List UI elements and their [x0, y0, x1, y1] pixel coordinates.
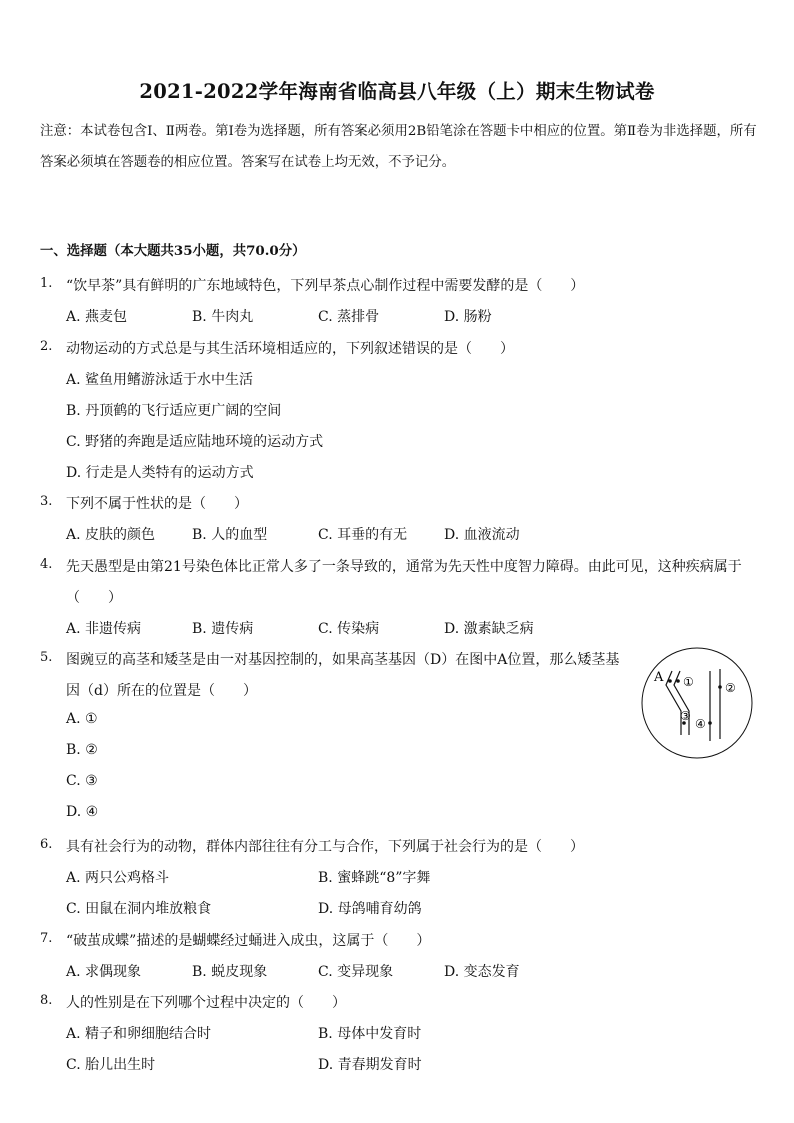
question-stem: 下列不属于性状的是（ ）: [66, 496, 248, 512]
option-b: B. 蜕皮现象: [192, 964, 268, 980]
option-b: B. 人的血型: [192, 527, 268, 543]
question-number: 2.: [40, 339, 53, 354]
question-stem: 人的性别是在下列哪个过程中决定的（ ）: [66, 995, 346, 1011]
label-3: ③: [680, 709, 691, 723]
option-a: A. 求偶现象: [66, 964, 142, 980]
option-a: A. 燕麦包: [66, 309, 128, 325]
option-a: A. 皮肤的颜色: [66, 527, 156, 543]
option-d: D. 变态发育: [444, 964, 520, 980]
page-title: 2021-2022学年海南省临高县八年级（上）期末生物试卷: [139, 80, 655, 103]
question-number: 8.: [40, 993, 53, 1008]
label-4: ④: [695, 717, 706, 731]
option-a: A. 鲨鱼用鳍游泳适于水中生活: [66, 372, 254, 388]
option-b: B. 遗传病: [192, 621, 254, 637]
option-b: B. ②: [66, 742, 98, 758]
option-a: A. ①: [66, 711, 98, 727]
question-stem-cont: （ ）: [66, 590, 122, 606]
option-c: C. ③: [66, 773, 98, 789]
chromosome-figure: [638, 647, 756, 759]
option-a: A. 非遗传病: [66, 621, 142, 637]
locus-a-dot: [668, 679, 672, 683]
option-c: C. 耳垂的有无: [318, 527, 408, 543]
option-b: B. 丹顶鹤的飞行适应更广阔的空间: [66, 403, 282, 419]
option-d: D. 激素缺乏病: [444, 621, 534, 637]
option-c: C. 田鼠在洞内堆放粮食: [66, 901, 212, 917]
question-stem: “饮早茶”具有鲜明的广东地域特色，下列早茶点心制作过程中需要发酵的是（ ）: [66, 278, 585, 294]
question-stem-cont: 因（d）所在的位置是（ ）: [66, 683, 257, 699]
option-d: D. 肠粉: [444, 309, 492, 325]
option-c: C. 野猪的奔跑是适应陆地环境的运动方式: [66, 434, 324, 450]
question-stem: 先天愚型是由第21号染色体比正常人多了一条导致的，通常为先天性中度智力障碍。由此可见，这种疾病属于: [66, 559, 742, 575]
question-stem: “破茧成蝶”描述的是蝴蝶经过蛹进入成虫，这属于（ ）: [66, 933, 431, 949]
option-c: C. 变异现象: [318, 964, 394, 980]
label-a: A: [654, 670, 664, 685]
option-c: C. 蒸排骨: [318, 309, 380, 325]
option-a: A. 精子和卵细胞结合时: [66, 1026, 212, 1042]
option-a: A. 两只公鸡格斗: [66, 870, 170, 886]
option-d: D. ④: [66, 804, 99, 820]
option-b: B. 蜜蜂跳“8”字舞: [318, 870, 431, 886]
question-number: 5.: [40, 650, 53, 665]
section-heading: 一、选择题（本大题共35小题，共70.0分）: [40, 243, 306, 259]
question-stem: 图豌豆的高茎和矮茎是由一对基因控制的，如果高茎基因（D）在图中A位置，那么矮茎基: [66, 652, 620, 668]
option-b: B. 母体中发育时: [318, 1026, 422, 1042]
locus-1-dot: [676, 679, 680, 683]
question-number: 1.: [40, 276, 53, 291]
question-number: 3.: [40, 494, 53, 509]
figure-circle: [642, 648, 752, 758]
question-number: 4.: [40, 557, 53, 572]
question-number: 6.: [40, 837, 53, 852]
question-stem: 动物运动的方式总是与其生活环境相适应的，下列叙述错误的是（ ）: [66, 341, 514, 357]
option-d: D. 行走是人类特有的运动方式: [66, 465, 254, 481]
option-c: C. 胎儿出生时: [66, 1057, 156, 1073]
exam-notice: 注意：本试卷包含Ⅰ、Ⅱ两卷。第Ⅰ卷为选择题，所有答案必须用2B铅笔涂在答题卡中相应的位置。第Ⅱ卷为非选择题，所有答案必须填在答题卷的相应位置。答案写在试卷上均无效，不予记分。: [40, 124, 757, 170]
option-d: D. 母鸽哺育幼鸽: [318, 901, 422, 917]
option-b: B. 牛肉丸: [192, 309, 254, 325]
option-d: D. 血液流动: [444, 527, 520, 543]
label-2: ②: [725, 681, 736, 695]
option-c: C. 传染病: [318, 621, 380, 637]
option-d: D. 青春期发育时: [318, 1057, 422, 1073]
label-1: ①: [683, 675, 694, 689]
question-stem: 具有社会行为的动物，群体内部往往有分工与合作，下列属于社会行为的是（ ）: [66, 839, 584, 855]
locus-2-dot: [718, 685, 722, 689]
locus-4-dot: [708, 721, 712, 725]
question-number: 7.: [40, 931, 53, 946]
